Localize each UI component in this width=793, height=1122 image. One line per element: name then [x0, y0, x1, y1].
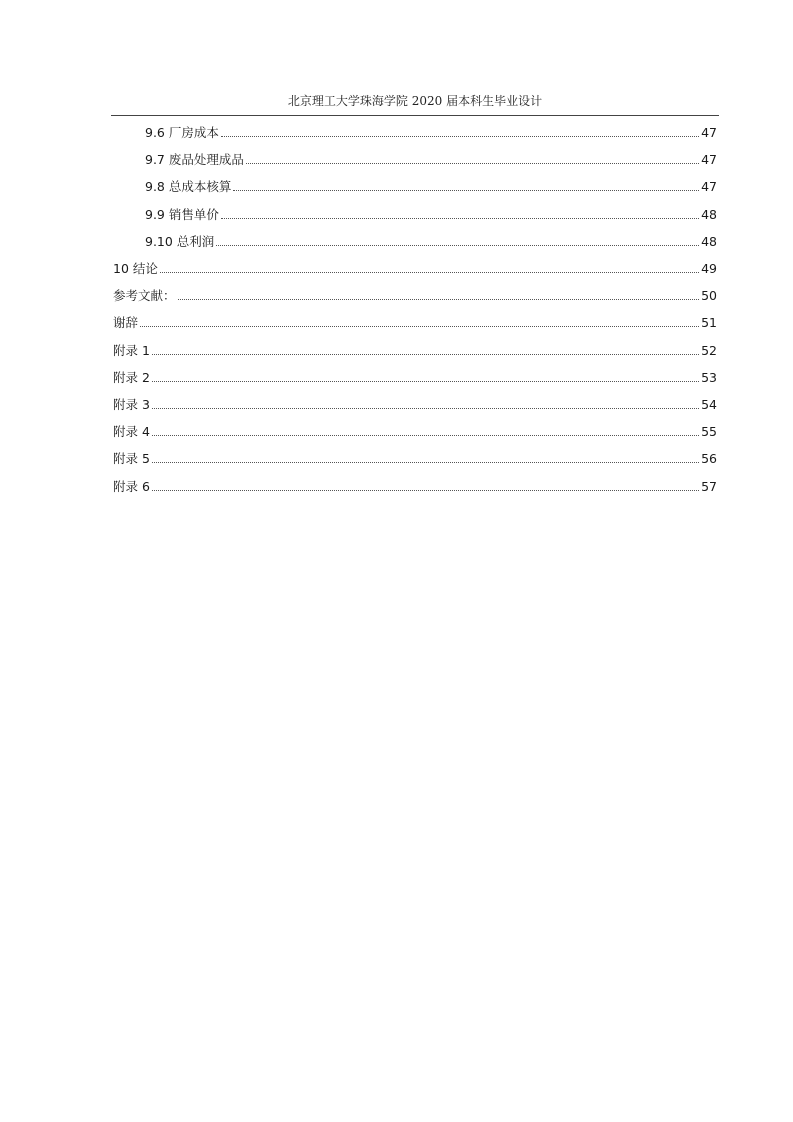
toc-leader-dots: [152, 462, 699, 463]
toc-entry-label: 10 结论: [113, 261, 158, 276]
toc-entry[interactable]: [145, 230, 717, 250]
toc-entry[interactable]: [113, 284, 717, 304]
toc-entry[interactable]: [113, 257, 717, 277]
toc-entry-page: 47: [701, 125, 717, 140]
toc-entry-page: 52: [701, 342, 717, 358]
toc-entry-label: 9.9 销售单价: [145, 206, 219, 222]
toc-leader-dots: [140, 326, 699, 327]
page-header: 北京理工大学珠海学院 2020 届本科生毕业设计: [287, 94, 543, 108]
toc-entry-label: 附录 6: [113, 478, 150, 494]
toc-entry-page: 57: [701, 478, 717, 494]
toc-entry-label: 附录 3: [113, 397, 150, 412]
toc-entry-label: 9.10 总利润: [145, 233, 215, 249]
header-rule: [111, 115, 719, 116]
toc-entry-label: 9.8 总成本核算: [145, 179, 232, 195]
toc-leader-dots: [152, 354, 699, 355]
toc-leader-dots: [152, 408, 699, 409]
toc-entry[interactable]: [113, 475, 717, 495]
toc-entry-page: 48: [701, 233, 717, 249]
toc-entry-page: 47: [701, 152, 717, 168]
toc-leader-dots: [233, 190, 699, 191]
toc-entry-page: 53: [701, 369, 717, 385]
toc-entry[interactable]: [113, 393, 717, 413]
toc-entry[interactable]: [113, 311, 717, 331]
toc-entry-page: 48: [701, 206, 717, 222]
toc-entry[interactable]: [113, 447, 717, 467]
toc-entry-label: 附录 1: [113, 342, 150, 358]
toc-entry[interactable]: [145, 121, 717, 141]
toc-entry-label: 附录 4: [113, 424, 150, 440]
toc-entry-page: 56: [701, 451, 717, 467]
toc-leader-dots: [221, 218, 699, 219]
toc-entry-page: 54: [701, 397, 717, 412]
toc-entry-label: 9.6 厂房成本: [145, 125, 219, 140]
toc-leader-dots: [178, 299, 700, 300]
toc-entry[interactable]: [113, 420, 717, 440]
toc-entry-label: 参考文献：: [113, 288, 176, 304]
toc-entry-label: 附录 5: [113, 451, 150, 467]
toc-entry[interactable]: [113, 339, 717, 359]
toc-leader-dots: [216, 245, 699, 246]
toc-leader-dots: [221, 136, 699, 137]
toc-entry[interactable]: [145, 175, 717, 195]
toc-entry-page: 47: [701, 179, 717, 195]
toc-entry-page: 55: [701, 424, 717, 440]
toc-leader-dots: [152, 490, 699, 491]
toc-entry-label: 谢辞: [113, 315, 139, 331]
toc-entry[interactable]: [145, 203, 717, 223]
toc-leader-dots: [152, 435, 699, 436]
toc-entry-label: 9.7 废品处理成品: [145, 152, 244, 168]
toc-entry-label: 附录 2: [113, 369, 150, 385]
toc-entry[interactable]: [145, 148, 717, 168]
toc-entry-page: 49: [701, 261, 717, 276]
toc-leader-dots: [246, 163, 699, 164]
toc-leader-dots: [160, 272, 699, 273]
toc-entry[interactable]: [113, 366, 717, 386]
toc-entry-page: 50: [701, 288, 717, 304]
toc-leader-dots: [152, 381, 699, 382]
toc-entry-page: 51: [701, 315, 717, 331]
